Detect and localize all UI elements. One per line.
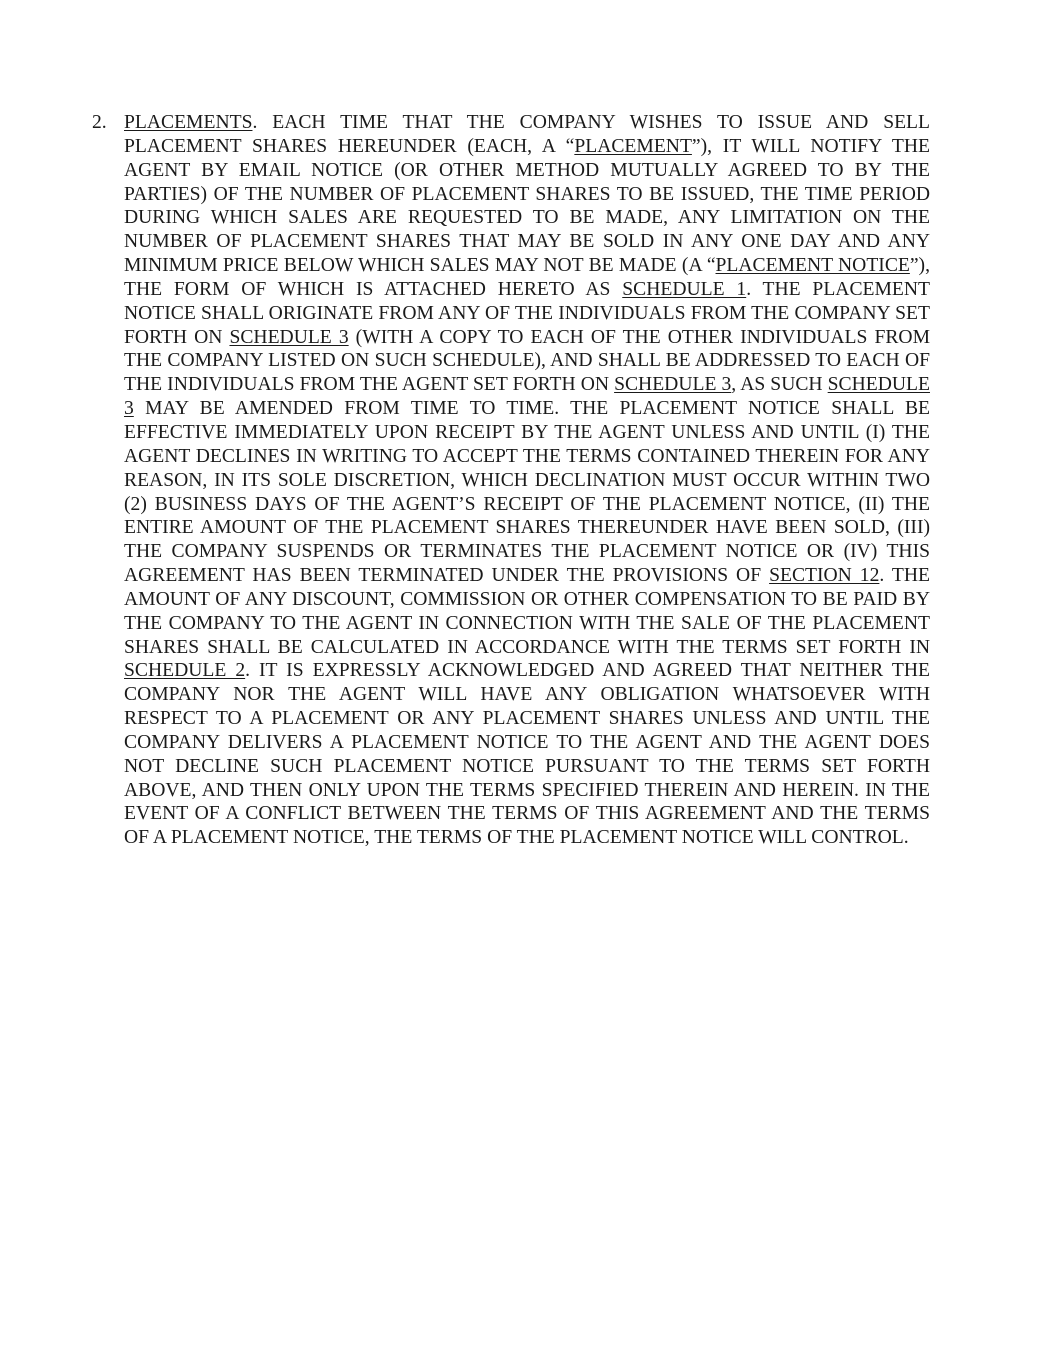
- body-text: MAY BE AMENDED FROM TIME TO TIME. THE PLACEMENT NOTICE SHALL BE EFFECTIVE IMMEDIATELY UPON RECEIPT BY THE AGENT UNLESS AND UNTIL (I) THE AGENT DECLINES IN WRITING TO ACCEPT THE TERMS CONTAINED THEREIN FOR ANY REASON, IN ITS SOLE DISCRETION, WHICH DECLINATION MUST OCCUR WITHIN TWO (2) BUSINESS DAYS OF THE AGENT’S RECEIPT OF THE PLACEMENT NOTICE, (II) THE ENTIRE AMOUNT OF THE PLACEMENT SHARES THEREUNDER HAVE BEEN SOLD, (III) THE COMPANY SUSPENDS OR TERMINATES THE PLACEMENT NOTICE OR (IV) THIS AGREEMENT HAS BEEN TERMINATED UNDER THE PROVISIONS OF: [124, 398, 930, 587]
- defined-term-placement-notice: PLACEMENT NOTICE: [715, 255, 910, 277]
- body-text: . IT IS EXPRESSLY ACKNOWLEDGED AND AGREED THAT NEITHER THE COMPANY NOR THE AGENT WILL HAVE ANY OBLIGATION WHATSOEVER WITH RESPECT TO A PLACEMENT OR ANY PLACEMENT SHARES UNLESS AND UNTIL THE COMPANY DELIVERS A PLACEMENT NOTICE TO THE AGENT AND THE AGENT DOES NOT DECLINE SUCH PLACEMENT NOTICE PURSUANT TO THE TERMS SET FORTH ABOVE, AND THEN ONLY UPON THE TERMS SPECIFIED THEREIN AND HEREIN. IN THE EVENT OF A CONFLICT BETWEEN THE TERMS OF THIS AGREEMENT AND THE TERMS OF A PLACEMENT NOTICE, THE TERMS OF THE PLACEMENT NOTICE WILL CONTROL.: [124, 660, 930, 849]
- reference-section-12: SECTION 12: [769, 565, 880, 587]
- body-text: . EACH TIME THAT THE COMPANY WISHES TO ISSUE AND SELL PLACEMENT SHARES HEREUNDER (EACH, A “: [124, 112, 930, 157]
- body-text: (WITH A COPY TO EACH OF THE OTHER INDIVIDUALS FROM THE COMPANY LISTED ON SUCH SCHEDULE), AND SHALL BE ADDRESSED TO EACH OF THE INDIVIDUALS FROM THE AGENT SET FORTH ON: [124, 326, 930, 396]
- section-heading: PLACEMENTS: [124, 112, 253, 133]
- defined-term-placement: PLACEMENT: [574, 135, 692, 157]
- section-body: [124, 111, 930, 850]
- reference-schedule-3: SCHEDULE 3: [229, 326, 349, 348]
- reference-schedule-3: SCHEDULE 3: [124, 374, 930, 420]
- section-number: 2.: [92, 112, 107, 133]
- body-text: . THE PLACEMENT NOTICE SHALL ORIGINATE FROM ANY OF THE INDIVIDUALS FROM THE COMPANY SET FORTH ON: [124, 278, 930, 348]
- body-text: ”), THE FORM OF WHICH IS ATTACHED HERETO AS: [124, 255, 930, 300]
- section-placements: [92, 111, 930, 850]
- body-text: . THE AMOUNT OF ANY DISCOUNT, COMMISSION OR OTHER COMPENSATION TO BE PAID BY THE COMPANY TO THE AGENT IN CONNECTION WITH THE SALE OF THE PLACEMENT SHARES SHALL BE CALCULATED IN ACCORDANCE WITH THE TERMS SET FORTH IN: [124, 565, 930, 658]
- reference-schedule-1: SCHEDULE 1: [622, 278, 747, 300]
- reference-schedule-3: SCHEDULE 3: [614, 374, 732, 396]
- reference-schedule-2: SCHEDULE 2: [124, 660, 246, 682]
- body-text: , AS SUCH: [731, 374, 828, 396]
- body-text: ”), IT WILL NOTIFY THE AGENT BY EMAIL NOTICE (OR OTHER METHOD MUTUALLY AGREED TO BY THE PARTIES) OF THE NUMBER OF PLACEMENT SHARES TO BE ISSUED, THE TIME PERIOD DURING WHICH SALES ARE REQUESTED TO BE MADE, ANY LIMITATION ON THE NUMBER OF PLACEMENT SHARES THAT MAY BE SOLD IN ANY ONE DAY AND ANY MINIMUM PRICE BELOW WHICH SALES MAY NOT BE MADE (A “: [124, 135, 931, 277]
